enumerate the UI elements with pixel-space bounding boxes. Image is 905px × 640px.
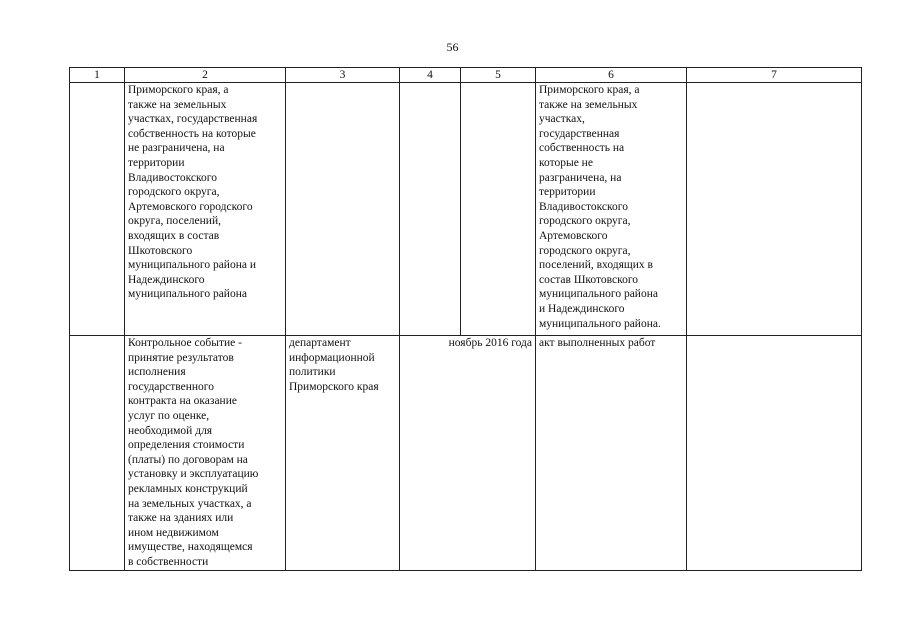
column-header: 3 xyxy=(286,68,400,83)
table-cell xyxy=(70,336,125,571)
event-description: Контрольное событие - принятие результатов исполнения государственного контракта на оказание услуг по оценке, необходимой для определения стоимости (платы) по договорам на установку и эксплуатацию рекламных конструкций на земельных участках, а также на зданиях или ином недвижимом имуществе, находящемся в собственности xyxy=(128,337,259,568)
table-row xyxy=(70,83,862,336)
table-cell xyxy=(125,336,286,571)
column-header: 2 xyxy=(125,68,286,83)
table-cell xyxy=(400,83,461,336)
plan-table xyxy=(69,67,862,571)
table-cell xyxy=(687,83,862,336)
table-cell xyxy=(687,336,862,571)
column-header: 7 xyxy=(687,68,862,83)
column-header: 1 xyxy=(70,68,125,83)
result-description: акт выполненных работ xyxy=(539,337,656,349)
table-cell xyxy=(536,336,687,571)
table-cell xyxy=(536,83,687,336)
column-header: 5 xyxy=(461,68,536,83)
table-cell xyxy=(286,83,400,336)
page-number: 56 xyxy=(446,40,459,54)
table-row xyxy=(70,336,862,571)
event-description: Приморского края, а также на земельных участках, государственная собственность на которые не разграничена, на территории Владивостокского городского округа, Артемовского городского округа, поселений, входящих в состав Шкотовского муниципального района и Надеждинского муниципального района xyxy=(128,84,258,301)
deadline: ноябрь 2016 года xyxy=(448,337,532,349)
responsible-body: департамент информационной политики Приморского края xyxy=(289,337,379,393)
header-row xyxy=(70,68,862,83)
column-header: 6 xyxy=(536,68,687,83)
result-description: Приморского края, а также на земельных участках, государственная собственность на которые не разграничена, на территории Владивостокского городского округа, Артемовского городского округа, поселений, входящих в состав Шкотовского муниципального района и Надеждинского муниципального района. xyxy=(539,84,661,330)
table-cell xyxy=(70,83,125,336)
table-cell xyxy=(400,336,536,571)
table-cell xyxy=(461,83,536,336)
table-cell xyxy=(286,336,400,571)
column-header: 4 xyxy=(400,68,461,83)
table-cell xyxy=(125,83,286,336)
